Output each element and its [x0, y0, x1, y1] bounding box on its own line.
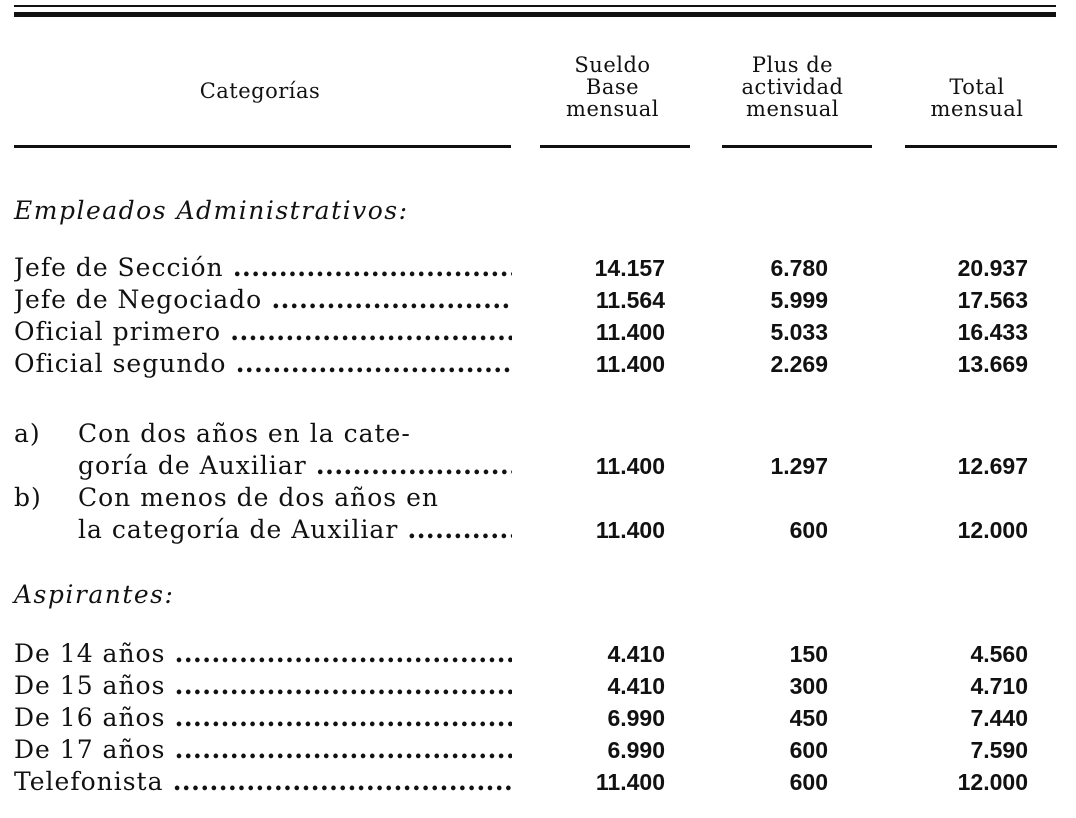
cell-base: 11.400: [595, 769, 665, 795]
subrow-marker: a): [14, 419, 41, 448]
section-title-empleados: Empleados Administrativos:: [14, 196, 409, 225]
header-categorias-text: Categorías: [199, 79, 321, 103]
header-base-line3: mensual: [566, 97, 659, 121]
header-total-line2: mensual: [930, 97, 1024, 121]
cell-total: 4.710: [970, 673, 1028, 699]
cell-base: 6.990: [607, 737, 665, 763]
header-rule-plus: [722, 145, 872, 148]
cell-total: 20.937: [957, 255, 1028, 281]
row-label: De 15 años .....: [14, 670, 512, 702]
cell-plus: 150: [789, 641, 828, 667]
row-label: Oficial primero .....: [14, 316, 512, 348]
row-label: Jefe de Negociado .....: [14, 284, 512, 316]
cell-total: 4.560: [970, 641, 1028, 667]
subrow-text-line2: goría de Auxiliar .....: [78, 450, 512, 482]
header-rule-total: [905, 145, 1057, 148]
cell-base: 11.400: [595, 351, 665, 377]
cell-plus: 5.999: [770, 287, 828, 313]
cell-total: 12.697: [957, 453, 1028, 479]
cell-plus: 600: [789, 517, 828, 543]
cell-total: 12.000: [957, 769, 1028, 795]
cell-base: 11.400: [595, 453, 665, 479]
table-row: [0, 670, 1076, 702]
cell-base: 4.410: [607, 673, 665, 699]
subrow-a-line1: [0, 418, 1076, 450]
cell-base: 11.564: [595, 287, 665, 313]
table-row: [0, 734, 1076, 766]
table-row: [0, 316, 1076, 348]
cell-total: 17.563: [957, 287, 1028, 313]
header-rule-categorias: [14, 145, 511, 148]
row-label: De 17 años .....: [14, 734, 512, 766]
subrow-a-line2: [0, 450, 1076, 482]
header-rule-base: [540, 145, 690, 148]
table-row: [0, 284, 1076, 316]
cell-plus: 300: [789, 673, 828, 699]
cell-plus: 600: [789, 769, 828, 795]
header-base-line1: Sueldo: [574, 53, 651, 77]
table-row: [0, 702, 1076, 734]
header-categorias: [160, 80, 360, 102]
cell-plus: 5.033: [770, 319, 828, 345]
table-row: [0, 766, 1076, 798]
header-sueldo-base: [545, 54, 680, 120]
subrow-text-line1: Con menos de dos años en: [78, 483, 439, 512]
cell-base: 6.990: [607, 705, 665, 731]
cell-plus: 6.780: [770, 255, 828, 281]
cell-base: 11.400: [595, 517, 665, 543]
cell-total: 7.440: [970, 705, 1028, 731]
header-plus-line3: mensual: [746, 97, 839, 121]
cell-total: 13.669: [957, 351, 1028, 377]
cell-total: 7.590: [970, 737, 1028, 763]
cell-base: 11.400: [595, 319, 665, 345]
header-plus-line2: actividad: [741, 75, 844, 99]
cell-plus: 2.269: [770, 351, 828, 377]
cell-total: 12.000: [957, 517, 1028, 543]
row-label: De 14 años .....: [14, 638, 512, 670]
header-total-mensual: [897, 76, 1057, 120]
header-base-line2: Base: [585, 75, 640, 99]
header-plus-actividad: [715, 54, 870, 120]
table-row: [0, 348, 1076, 380]
row-label: Oficial segundo .....: [14, 348, 512, 380]
row-label: De 16 años .....: [14, 702, 512, 734]
table-row: [0, 638, 1076, 670]
cell-base: 14.157: [594, 255, 665, 281]
row-label: Telefonista .....: [14, 766, 512, 798]
subrow-text-line2: la categoría de Auxiliar .....: [78, 514, 512, 546]
cell-plus: 1.297: [770, 453, 828, 479]
subrow-marker: b): [14, 483, 42, 512]
subrow-text-line1: Con dos años en la cate-: [78, 419, 411, 448]
subrow-b-line1: [0, 482, 1076, 514]
header-plus-line1: Plus de: [751, 53, 834, 77]
cell-plus: 450: [789, 705, 828, 731]
table-row: [0, 252, 1076, 284]
cell-total: 16.433: [957, 319, 1028, 345]
top-rule-thick: [14, 12, 1056, 17]
subrow-b-line2: [0, 514, 1076, 546]
top-rule-thin: [14, 5, 1056, 7]
cell-base: 4.410: [607, 641, 665, 667]
cell-plus: 600: [789, 737, 828, 763]
section-title-aspirantes: Aspirantes:: [14, 580, 175, 609]
row-label: Jefe de Sección .....: [14, 252, 512, 284]
header-total-line1: Total: [949, 75, 1005, 99]
